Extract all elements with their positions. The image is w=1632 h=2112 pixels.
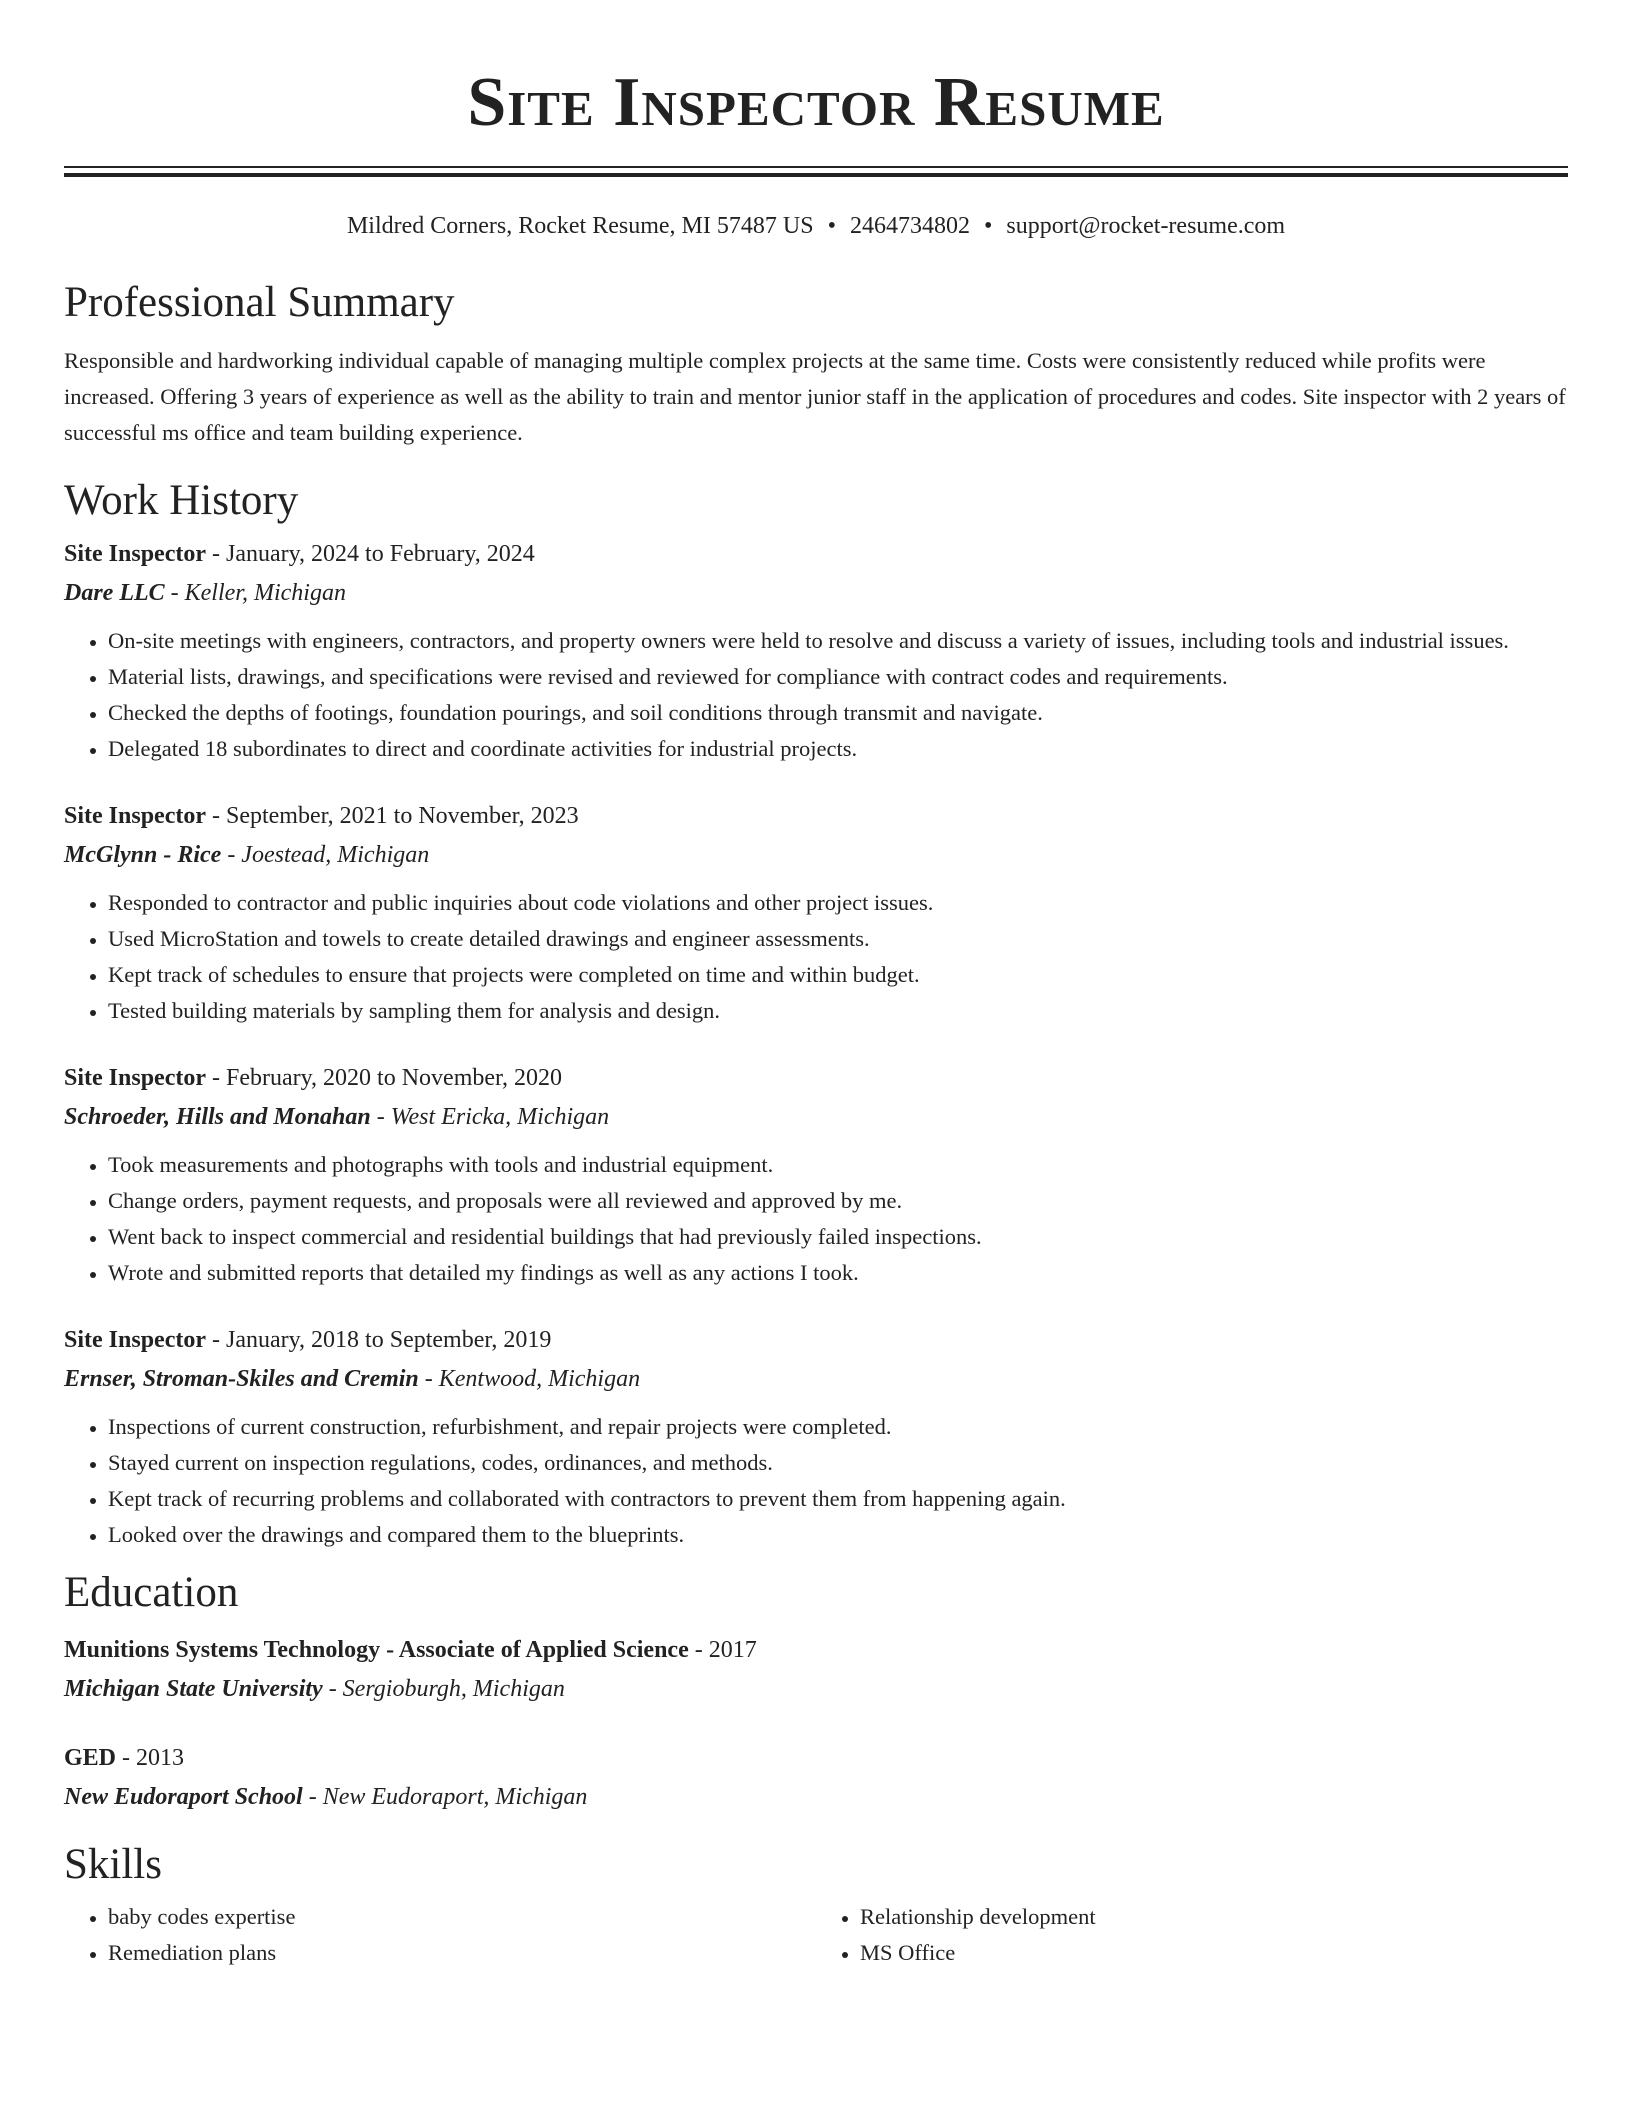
skill-item: • Relationship development bbox=[860, 1899, 1568, 1935]
employer-location: - Keller, Michigan bbox=[164, 580, 346, 606]
job-entry bbox=[64, 1321, 1568, 1553]
title-divider-thin bbox=[64, 166, 1568, 168]
school-line bbox=[64, 1777, 1568, 1817]
resume-title: Site Inspector Resume bbox=[467, 64, 1165, 141]
job-bullet: • Checked the depths of footings, foundation pourings, and soil conditions through transmit and navigate. bbox=[108, 695, 1568, 731]
job-bullet: • Used MicroStation and towels to create detailed drawings and engineer assessments. bbox=[108, 921, 1568, 957]
job-dates: - September, 2021 to November, 2023 bbox=[205, 803, 579, 829]
job-bullet: • Went back to inspect commercial and residential buildings that had previously failed inspections. bbox=[108, 1219, 1568, 1255]
job-bullet: • Took measurements and photographs with tools and industrial equipment. bbox=[108, 1147, 1568, 1183]
job-bullets bbox=[64, 623, 1568, 767]
contact-email: support@rocket-resume.com bbox=[1006, 213, 1286, 239]
degree-year: - 2017 bbox=[688, 1637, 757, 1663]
section-heading-summary: Professional Summary bbox=[64, 279, 455, 326]
skill-item: • Remediation plans bbox=[108, 1935, 816, 1971]
job-title-line bbox=[64, 1321, 1568, 1359]
degree-year: - 2013 bbox=[116, 1745, 185, 1771]
job-title-line bbox=[64, 535, 1568, 573]
job-bullet: • Looked over the drawings and compared them to the blueprints. bbox=[108, 1517, 1568, 1553]
job-bullets bbox=[64, 885, 1568, 1029]
education-entry bbox=[64, 1739, 1568, 1817]
degree-name: GED bbox=[64, 1745, 117, 1771]
employer-location: - Joestead, Michigan bbox=[221, 842, 430, 868]
employer-location: - West Ericka, Michigan bbox=[370, 1104, 610, 1130]
contact-phone: 2464734802 bbox=[849, 213, 970, 239]
job-bullets bbox=[64, 1147, 1568, 1291]
job-bullet: • Kept track of recurring problems and collaborated with contractors to prevent them from happening again. bbox=[108, 1481, 1568, 1517]
degree-name: Munitions Systems Technology - Associate of Applied Science bbox=[64, 1637, 689, 1663]
employer-name: McGlynn - Rice bbox=[64, 842, 222, 868]
job-bullet: • Material lists, drawings, and specifications were revised and reviewed for compliance with contract codes and requirements. bbox=[108, 659, 1568, 695]
job-dates: - February, 2020 to November, 2020 bbox=[205, 1065, 563, 1091]
job-dates: - January, 2018 to September, 2019 bbox=[205, 1327, 552, 1353]
employer-line bbox=[64, 573, 1568, 613]
school-line bbox=[64, 1669, 1568, 1709]
section-heading-work-history: Work History bbox=[64, 477, 299, 524]
contact-line bbox=[64, 211, 1568, 241]
job-bullet: • Change orders, payment requests, and proposals were all reviewed and approved by me. bbox=[108, 1183, 1568, 1219]
job-bullet: • Inspections of current construction, refurbishment, and repair projects were completed. bbox=[108, 1409, 1568, 1445]
employer-location: - Kentwood, Michigan bbox=[418, 1366, 641, 1392]
job-title: Site Inspector bbox=[64, 1327, 206, 1353]
school-location: - New Eudoraport, Michigan bbox=[302, 1784, 588, 1810]
school-location: - Sergioburgh, Michigan bbox=[322, 1676, 565, 1702]
employer-name: Schroeder, Hills and Monahan bbox=[64, 1104, 371, 1130]
job-title: Site Inspector bbox=[64, 1065, 206, 1091]
job-dates: - January, 2024 to February, 2024 bbox=[205, 541, 535, 567]
school-name: Michigan State University bbox=[64, 1676, 323, 1702]
job-bullet: • Tested building materials by sampling them for analysis and design. bbox=[108, 993, 1568, 1029]
skills-column-right bbox=[816, 1899, 1568, 1971]
employer-line bbox=[64, 1097, 1568, 1137]
job-bullet: • Responded to contractor and public inquiries about code violations and other project issues. bbox=[108, 885, 1568, 921]
employer-line bbox=[64, 1359, 1568, 1399]
job-entry bbox=[64, 1059, 1568, 1291]
education-entry bbox=[64, 1631, 1568, 1709]
job-bullet: • Wrote and submitted reports that detailed my findings as well as any actions I took. bbox=[108, 1255, 1568, 1291]
contact-separator: • bbox=[983, 213, 993, 239]
degree-line bbox=[64, 1739, 1568, 1777]
job-bullet: • Stayed current on inspection regulations, codes, ordinances, and methods. bbox=[108, 1445, 1568, 1481]
skills-grid bbox=[64, 1899, 1568, 1971]
section-heading-education: Education bbox=[64, 1569, 239, 1616]
skills-column-left bbox=[64, 1899, 816, 1971]
job-bullet: • Delegated 18 subordinates to direct and coordinate activities for industrial projects. bbox=[108, 731, 1568, 767]
job-bullets bbox=[64, 1409, 1568, 1553]
degree-line bbox=[64, 1631, 1568, 1669]
contact-separator: • bbox=[827, 213, 836, 239]
summary-text: Responsible and hardworking individual capable of managing multiple complex projects at the same time. Costs were consistently reduced while profits were increased. Offering 3 years of experience as well as the ability to train and mentor junior staff in the application of procedures and codes. Site inspector with 2 years of successful ms office and team building experience. bbox=[64, 348, 1566, 445]
contact-address: Mildred Corners, Rocket Resume, MI 57487 US bbox=[346, 213, 814, 239]
school-name: New Eudoraport School bbox=[64, 1784, 303, 1810]
title-divider-thick bbox=[64, 173, 1568, 177]
job-title-line bbox=[64, 1059, 1568, 1097]
employer-line bbox=[64, 835, 1568, 875]
job-entry bbox=[64, 797, 1568, 1029]
job-entry bbox=[64, 535, 1568, 767]
resume-page bbox=[64, 0, 1568, 1971]
job-title-line bbox=[64, 797, 1568, 835]
skill-item: • baby codes expertise bbox=[108, 1899, 816, 1935]
employer-name: Ernser, Stroman-Skiles and Cremin bbox=[64, 1366, 419, 1392]
section-heading-skills: Skills bbox=[64, 1841, 162, 1888]
job-title: Site Inspector bbox=[64, 803, 206, 829]
job-title: Site Inspector bbox=[64, 541, 206, 567]
employer-name: Dare LLC bbox=[64, 580, 165, 606]
skill-item: • MS Office bbox=[860, 1935, 1568, 1971]
job-bullet: • Kept track of schedules to ensure that projects were completed on time and within budget. bbox=[108, 957, 1568, 993]
job-bullet: • On-site meetings with engineers, contractors, and property owners were held to resolve and discuss a variety of issues, including tools and industrial issues. bbox=[108, 623, 1568, 659]
